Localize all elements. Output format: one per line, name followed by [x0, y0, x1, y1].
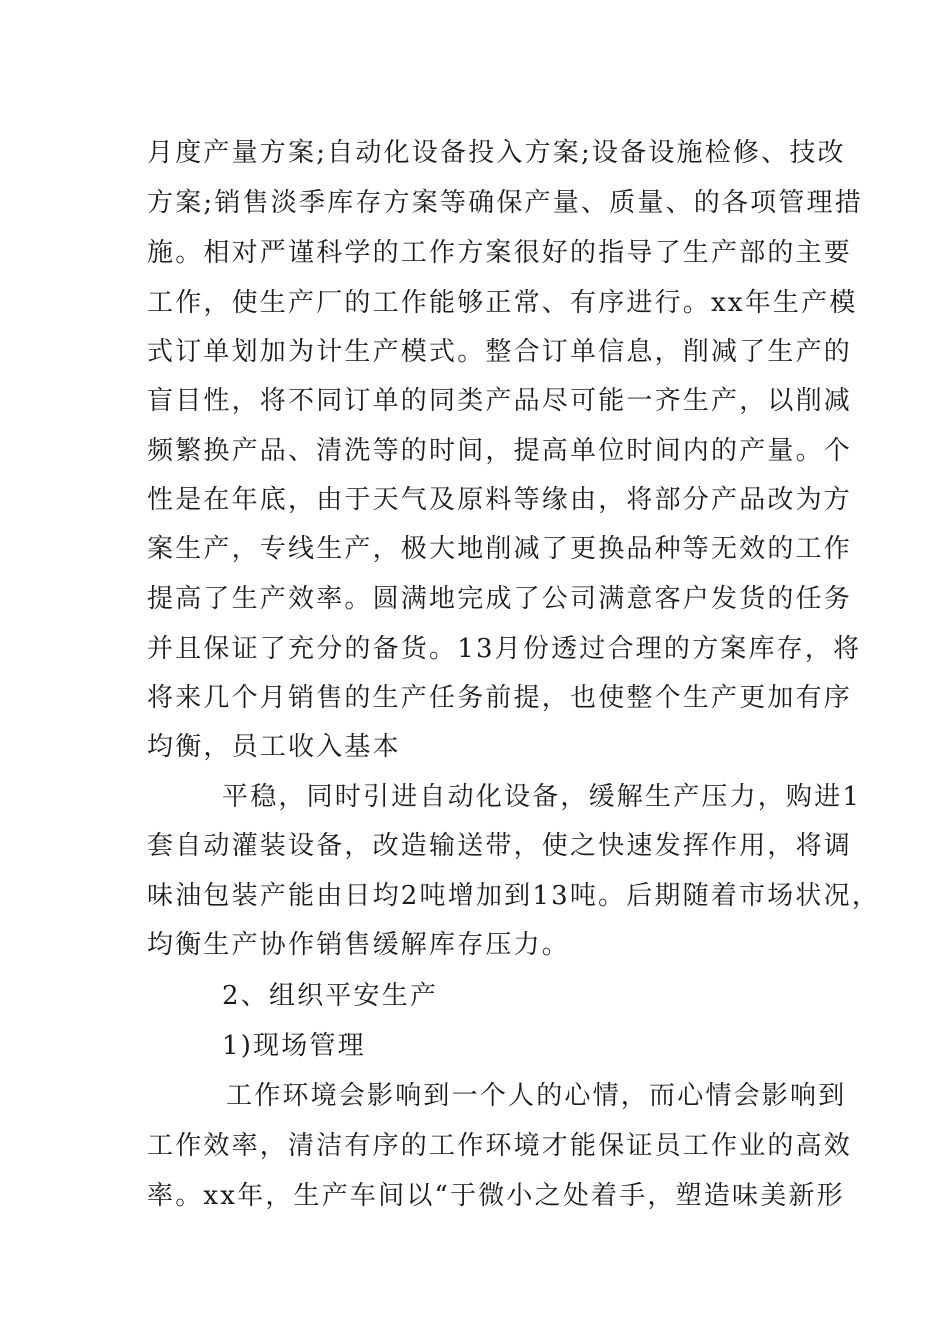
paragraph-line: 案生产，专线生产，极大地削减了更换品种等无效的工作 — [147, 534, 853, 564]
paragraph-line: 均衡生产协作销售缓解库存压力。 — [147, 930, 571, 960]
paragraph-line: 性是在年底，由于天气及原料等缘由，将部分产品改为方 — [147, 485, 853, 515]
paragraph-line: 将来几个月销售的生产任务前提，也使整个生产更加有序 — [147, 683, 853, 713]
paragraph-line: 均衡，员工收入基本 — [147, 732, 401, 762]
paragraph-line: 月度产量方案;自动化设备投入方案;设备设施检修、技改 — [147, 138, 846, 168]
paragraph-line: 工作效率，清洁有序的工作环境才能保证员工作业的高效 — [147, 1131, 853, 1161]
paragraph-line: 施。相对严谨科学的工作方案很好的指导了生产部的主要 — [147, 238, 853, 268]
paragraph-line: 提高了生产效率。圆满地完成了公司满意客户发货的任务 — [147, 584, 853, 614]
paragraph-line: 工作，使生产厂的工作能够正常、有序进行。xx年生产模 — [147, 288, 858, 318]
paragraph-line: 方案;销售淡季库存方案等确保产量、质量、的各项管理措 — [147, 188, 863, 218]
paragraph-line: 味油包装产能由日均2吨增加到13吨。后期随着市场状况， — [147, 881, 881, 911]
paragraph-line: 式订单划加为计生产模式。整合订单信息，削减了生产的 — [147, 337, 853, 367]
paragraph-line: 频繁换产品、清洗等的时间，提高单位时间内的产量。个 — [147, 436, 853, 466]
section-heading: 2、组织平安生产 — [222, 981, 439, 1011]
paragraph-line: 平稳，同时引进自动化设备，缓解生产压力，购进1 — [222, 782, 862, 812]
paragraph-line: 工作环境会影响到一个人的心情，而心情会影响到 — [226, 1081, 847, 1111]
paragraph-line: 套自动灌装设备，改造输送带，使之快速发挥作用，将调 — [147, 831, 853, 861]
subsection-heading: 1)现场管理 — [222, 1031, 366, 1061]
paragraph-line: 并且保证了充分的备货。13月份透过合理的方案库存，将 — [147, 634, 862, 664]
paragraph-line: 盲目性，将不同订单的同类产品尽可能一齐生产，以削减 — [147, 386, 853, 416]
paragraph-line: 率。xx年，生产车间以“于微小之处着手，塑造味美新形 — [147, 1181, 845, 1211]
